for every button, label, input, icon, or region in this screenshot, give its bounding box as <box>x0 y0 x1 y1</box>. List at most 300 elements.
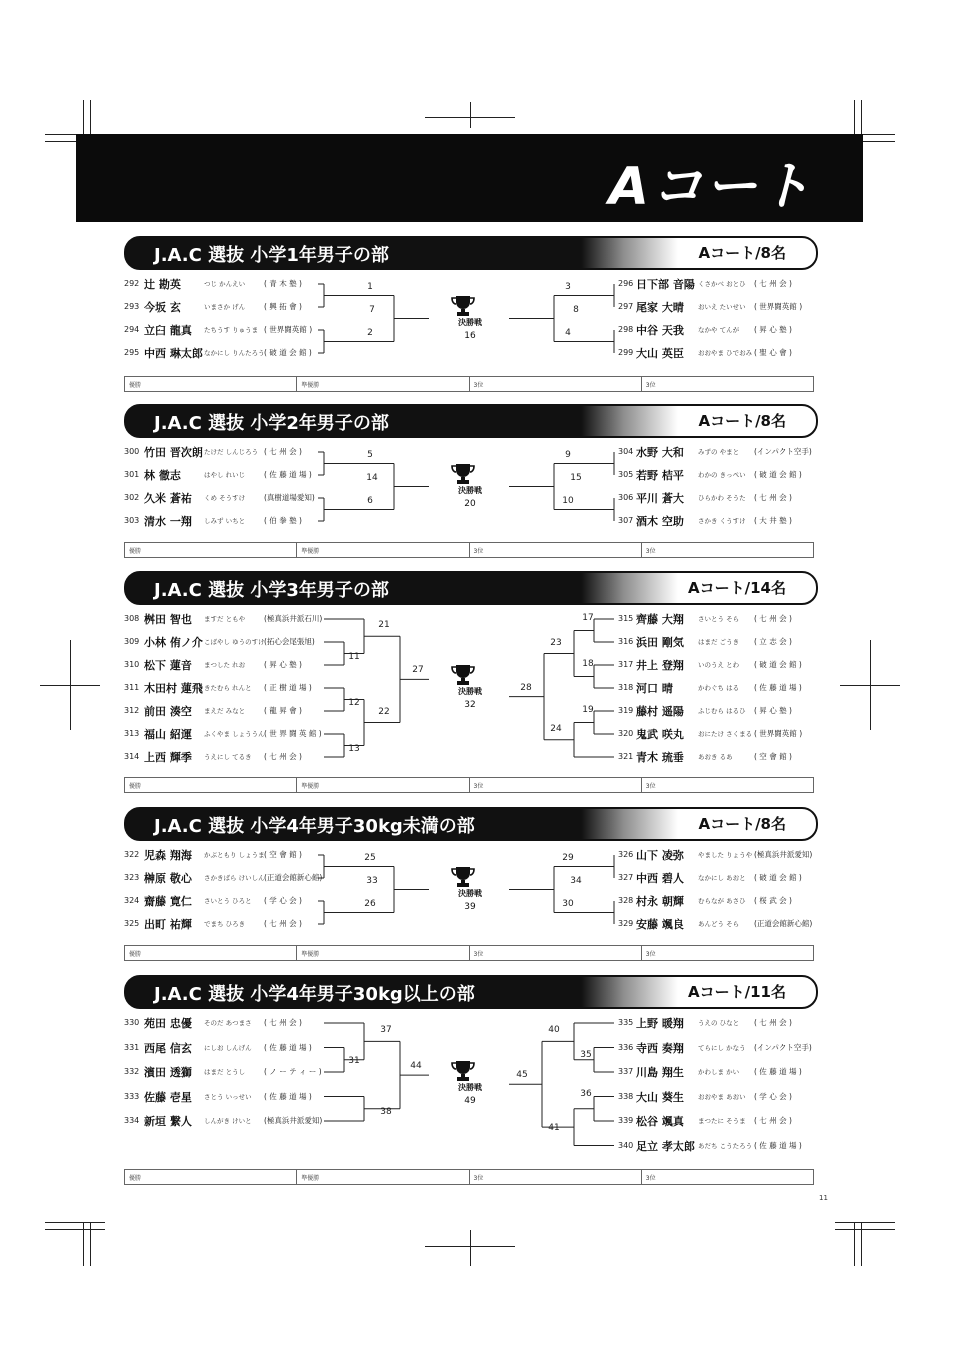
competitor-name: 河口 晴 <box>636 682 673 695</box>
competitor-kana: そのだ あつまさ <box>204 1019 252 1027</box>
competitor-club: ( 七 州 会 ) <box>754 279 792 288</box>
competitor-number: 332 <box>124 1067 140 1076</box>
division-court-label: Aコート/8名 <box>698 244 786 262</box>
division-header <box>124 404 818 438</box>
final-label: 決勝戦 <box>458 317 482 327</box>
tournament-bracket <box>124 847 816 945</box>
competitor-name: 上西 輝季 <box>144 751 192 764</box>
competitor-kana: おにたけ さくまる <box>698 730 753 738</box>
competitor-number: 296 <box>618 279 634 288</box>
tournament-bracket <box>124 444 816 542</box>
competitor-name: 桝田 智也 <box>144 613 192 626</box>
competitor-kana: たちうす りゅうま <box>204 326 259 334</box>
competitor-name: 竹田 晋次朗 <box>144 446 203 459</box>
competitor-kana: きたむら れんと <box>204 684 252 692</box>
competitor-name: 若野 桔平 <box>636 469 684 482</box>
competitor-number: 314 <box>124 752 140 761</box>
final-match-number: 16 <box>464 330 476 341</box>
final-match-number: 20 <box>464 498 476 509</box>
competitor-number: 301 <box>124 470 140 479</box>
crop-mark <box>840 685 900 686</box>
final-label: 決勝戦 <box>458 687 482 696</box>
competitor-number: 303 <box>124 516 140 525</box>
final-label: 決勝戦 <box>458 1083 482 1093</box>
tournament-bracket <box>124 1015 816 1169</box>
crop-mark <box>470 102 471 128</box>
competitor-number: 331 <box>124 1042 140 1052</box>
match-number: 37 <box>380 1025 392 1036</box>
final-label: 決勝戦 <box>458 888 482 898</box>
result-cell: 準優勝 <box>297 946 469 960</box>
competitor-kana: くさかべ おとひ <box>698 280 746 288</box>
competitor-kana: かぶともり しょうま <box>204 851 265 859</box>
competitor-kana: まつたに そうま <box>698 1117 746 1125</box>
competitor-club: ( 七 州 会 ) <box>754 1018 792 1027</box>
competitor-kana: なかにし りんたろう <box>204 349 265 357</box>
competitor-number: 292 <box>124 279 140 288</box>
competitor-name: 齊藤 大翔 <box>636 613 684 626</box>
competitor-name: 日下部 音陽 <box>636 278 695 291</box>
competitor-kana: こばやし ゆうのすけ <box>204 638 265 646</box>
final-match-number: 39 <box>464 901 476 912</box>
competitor-club: ( 青 木 塾 ) <box>264 279 302 288</box>
competitor-kana: さかきばら けいしん <box>204 874 265 882</box>
result-cell: 優勝 <box>125 377 297 391</box>
competitor-kana: おおやま ひでおみ <box>698 349 753 357</box>
competitor-kana: むらなが あさひ <box>698 897 746 905</box>
result-cell: 3位 <box>470 1170 642 1184</box>
result-cell: 準優勝 <box>297 543 469 557</box>
result-cell: 3位 <box>470 778 642 792</box>
match-number: 27 <box>412 665 424 676</box>
competitor-name: 中谷 天我 <box>636 324 684 337</box>
result-cell: 3位 <box>645 951 656 958</box>
competitor-kana: おいえ たいせい <box>698 303 746 311</box>
competitor-number: 328 <box>618 896 634 905</box>
competitor-name: 苑田 忠優 <box>144 1017 192 1030</box>
match-number: 15 <box>570 472 582 483</box>
division-court-label: Aコート/14名 <box>688 579 786 597</box>
competitor-name: 中西 琳太郎 <box>144 347 203 360</box>
division-section <box>124 975 816 1189</box>
match-number: 12 <box>348 697 360 708</box>
competitor-name: 尾家 大晴 <box>636 301 684 314</box>
competitor-name: 浜田 剛気 <box>636 636 684 649</box>
competitor-club: ( 世 界 闘 英 館 ) <box>264 729 322 738</box>
competitor-name: 井上 登翔 <box>636 659 684 672</box>
final-match-number: 32 <box>464 700 476 710</box>
competitor-number: 311 <box>124 683 140 692</box>
competitor-kana: みずの やまと <box>698 448 740 456</box>
result-cell: 優勝 <box>125 1170 297 1184</box>
results-row <box>124 542 814 558</box>
competitor-club: ( 七 州 会 ) <box>754 1116 792 1125</box>
competitor-number: 338 <box>618 1091 634 1101</box>
competitor-number: 326 <box>618 850 634 859</box>
competitor-number: 329 <box>618 919 634 928</box>
result-cell: 優勝 <box>125 543 297 557</box>
division-title: J.A.C 選抜 小学1年男子の部 <box>154 245 389 266</box>
competitor-kana: さいとう そら <box>698 615 740 623</box>
division-header <box>124 236 818 270</box>
competitor-name: 大山 葵生 <box>636 1090 684 1104</box>
match-number: 7 <box>369 304 375 315</box>
match-number: 8 <box>573 304 579 315</box>
match-number: 17 <box>582 612 594 623</box>
match-number: 40 <box>548 1025 560 1036</box>
competitor-club: ( 佐 藤 道 場 ) <box>264 470 312 479</box>
match-number: 45 <box>516 1070 528 1081</box>
match-number: 35 <box>580 1049 592 1060</box>
competitor-number: 295 <box>124 348 140 357</box>
competitor-club: ( 佐 藤 道 場 ) <box>264 1091 312 1101</box>
competitor-kana: かわぐち はる <box>698 684 740 692</box>
trophy-icon <box>450 295 476 317</box>
crop-mark <box>425 117 515 118</box>
competitor-club: ( 破 道 会 館 ) <box>754 873 802 882</box>
competitor-kana: やました りょうや <box>698 851 753 859</box>
competitor-number: 305 <box>618 470 634 479</box>
match-number: 21 <box>378 620 390 631</box>
competitor-club: ( 七 州 会 ) <box>264 447 302 456</box>
competitor-name: 西尾 信玄 <box>144 1041 192 1055</box>
competitor-name: 出町 祐輝 <box>144 918 192 931</box>
competitor-number: 316 <box>618 637 634 646</box>
competitor-club: (極真浜井派愛知) <box>264 1116 323 1125</box>
competitor-club: ( 興 拓 會 ) <box>264 302 302 311</box>
competitor-club: ( 桜 武 会 ) <box>754 896 792 905</box>
match-number: 1 <box>367 281 373 292</box>
competitor-club: ( 佐 藤 道 場 ) <box>754 1140 802 1150</box>
division-section <box>124 807 816 965</box>
match-number: 9 <box>565 449 571 460</box>
competitor-number: 319 <box>618 706 634 715</box>
result-cell: 準優勝 <box>297 778 469 792</box>
crop-mark <box>45 1222 105 1223</box>
competitor-number: 315 <box>618 614 634 623</box>
competitor-name: 上野 暖翔 <box>636 1017 684 1030</box>
competitor-club: ( 正 樹 道 場 ) <box>264 683 312 692</box>
competitor-name: 鬼武 咲丸 <box>636 728 684 741</box>
competitor-number: 334 <box>124 1116 140 1125</box>
competitor-number: 310 <box>124 660 140 669</box>
results-row <box>124 777 814 793</box>
match-number: 30 <box>562 898 574 909</box>
competitor-kana: くめ そうすけ <box>204 494 246 502</box>
competitor-club: ( 学 心 会 ) <box>264 896 302 905</box>
competitor-name: 前田 湊空 <box>144 705 192 718</box>
final-label: 決勝戦 <box>458 485 482 495</box>
banner-title: Aコート <box>608 157 813 217</box>
competitor-club: ( 空 會 館 ) <box>754 752 792 761</box>
competitor-name: 児森 翔海 <box>144 849 192 862</box>
competitor-number: 325 <box>124 919 140 928</box>
competitor-club: ( 昇 心 塾 ) <box>754 325 792 334</box>
division-header <box>124 571 818 605</box>
court-banner <box>76 134 863 222</box>
competitor-number: 309 <box>124 637 140 646</box>
competitor-club: ( 世界闘英館 ) <box>754 729 803 738</box>
division-court-label: Aコート/8名 <box>698 815 786 833</box>
competitor-kana: わかの きっぺい <box>698 471 746 479</box>
competitor-club: ( 空 會 館 ) <box>264 850 302 859</box>
competitor-kana: はまだ とうし <box>204 1068 246 1076</box>
competitor-club: ( 聖 心 會 ) <box>754 348 792 357</box>
division-section <box>124 236 816 396</box>
competitor-number: 299 <box>618 348 634 357</box>
competitor-club: ( 破 道 会 館 ) <box>264 348 312 357</box>
competitor-kana: さいとう ひろと <box>204 897 252 905</box>
division-court-label: Aコート/11名 <box>688 983 786 1001</box>
match-number: 13 <box>348 743 360 754</box>
competitor-name: 木田村 蓮飛 <box>144 682 203 695</box>
competitor-club: ( ノ ー テ ィ ー ) <box>264 1067 322 1076</box>
competitor-club: (正道会館新心館) <box>754 919 813 928</box>
division-header <box>124 807 818 841</box>
competitor-club: ( 伯 拳 塾 ) <box>264 516 302 525</box>
competitor-kana: まえだ みなと <box>204 707 246 715</box>
competitor-club: ( 昇 心 塾 ) <box>264 660 302 669</box>
competitor-name: 青木 琉垂 <box>636 751 684 764</box>
match-number: 33 <box>366 875 378 886</box>
competitor-club: ( 世界闘英館 ) <box>264 325 313 334</box>
match-number: 26 <box>364 898 376 909</box>
competitor-number: 307 <box>618 516 634 525</box>
competitor-kana: てらにし かなう <box>698 1043 746 1052</box>
competitor-number: 339 <box>618 1116 634 1125</box>
competitor-number: 321 <box>618 752 634 761</box>
competitor-club: (極真浜井派愛知) <box>754 850 813 859</box>
competitor-kana: いまさか げん <box>204 303 246 311</box>
match-number: 6 <box>367 495 373 506</box>
match-number: 24 <box>550 723 562 734</box>
competitor-name: 村永 朝輝 <box>636 895 684 908</box>
competitor-kana: あだち こうたろう <box>698 1141 753 1150</box>
match-number: 23 <box>550 637 562 648</box>
result-cell: 優勝 <box>125 946 297 960</box>
crop-mark <box>45 1229 105 1230</box>
competitor-number: 335 <box>618 1018 634 1027</box>
results-row <box>124 1169 814 1185</box>
competitor-kana: ふじむら はるひ <box>698 707 746 715</box>
match-number: 10 <box>562 495 574 506</box>
division-header <box>124 975 818 1009</box>
competitor-number: 322 <box>124 850 140 859</box>
crop-mark <box>40 685 100 686</box>
competitor-number: 312 <box>124 706 140 715</box>
crop-mark <box>835 1229 895 1230</box>
competitor-kana: おおやま あおい <box>698 1092 746 1101</box>
competitor-club: ( 七 州 会 ) <box>754 493 792 502</box>
competitor-number: 330 <box>124 1018 140 1027</box>
competitor-kana: いのうえ とわ <box>698 661 740 669</box>
competitor-number: 313 <box>124 729 140 738</box>
competitor-club: ( 世界闘英館 ) <box>754 302 803 311</box>
division-title: J.A.C 選抜 小学3年男子の部 <box>154 580 389 601</box>
match-number: 29 <box>562 852 574 863</box>
competitor-club: ( 破 道 会 館 ) <box>754 660 802 669</box>
competitor-kana: はまだ ごうき <box>698 638 740 646</box>
result-cell: 準優勝 <box>297 1170 469 1184</box>
competitor-kana: さとう いっせい <box>204 1092 252 1101</box>
competitor-kana: あおき るあ <box>698 753 733 761</box>
competitor-number: 306 <box>618 493 634 502</box>
crop-mark <box>425 1246 515 1247</box>
page-number: 11 <box>819 1194 828 1202</box>
match-number: 11 <box>348 651 360 662</box>
competitor-club: (正道会館新心館) <box>264 873 323 882</box>
competitor-number: 297 <box>618 302 634 311</box>
result-cell: 3位 <box>470 946 642 960</box>
competitor-club: ( 大 井 塾 ) <box>754 516 792 525</box>
competitor-name: 中西 碧人 <box>636 872 684 885</box>
competitor-club: ( 七 州 会 ) <box>264 752 302 761</box>
match-number: 36 <box>580 1088 592 1099</box>
competitor-kana: しみず いちと <box>204 517 246 525</box>
competitor-club: ( 立 志 会 ) <box>754 637 792 646</box>
competitor-number: 323 <box>124 873 140 882</box>
result-cell: 3位 <box>645 548 656 555</box>
competitor-name: 足立 孝太郎 <box>636 1139 695 1153</box>
competitor-number: 333 <box>124 1091 140 1101</box>
trophy-icon <box>450 866 476 888</box>
match-number: 31 <box>348 1055 360 1066</box>
match-number: 28 <box>520 682 532 693</box>
division-court-label: Aコート/8名 <box>698 412 786 430</box>
competitor-club: (真樹道場愛知) <box>264 493 315 502</box>
crop-mark <box>470 1230 471 1266</box>
competitor-kana: あんどう そら <box>698 920 740 928</box>
trophy-icon <box>450 664 476 686</box>
match-number: 18 <box>582 658 594 669</box>
competitor-club: ( 昇 心 塾 ) <box>754 706 792 715</box>
match-number: 34 <box>570 875 582 886</box>
competitor-name: 福山 紹運 <box>144 728 192 741</box>
competitor-kana: たけだ しんじろう <box>204 448 259 456</box>
trophy-icon <box>450 463 476 485</box>
competitor-name: 川島 翔生 <box>636 1066 684 1079</box>
results-row <box>124 945 814 961</box>
competitor-name: 辻 勘英 <box>144 278 181 291</box>
competitor-number: 304 <box>618 447 634 456</box>
tournament-bracket <box>124 611 816 777</box>
competitor-kana: ふくやま しょううん <box>204 730 265 738</box>
result-cell: 準優勝 <box>297 377 469 391</box>
competitor-kana: うえにし てるき <box>204 753 252 761</box>
competitor-club: ( 龍 昇 會 ) <box>264 706 302 715</box>
competitor-name: 大山 英臣 <box>636 347 684 360</box>
competitor-kana: しんがき けいと <box>204 1117 252 1125</box>
competitor-kana: まつした れお <box>204 661 246 669</box>
result-cell: 3位 <box>645 382 656 389</box>
result-cell: 優勝 <box>125 778 297 792</box>
competitor-kana: でまち ひろき <box>204 920 246 928</box>
division-section <box>124 404 816 562</box>
competitor-number: 336 <box>618 1042 634 1052</box>
competitor-club: ( 佐 藤 道 場 ) <box>264 1042 312 1052</box>
competitor-number: 302 <box>124 493 140 502</box>
competitor-number: 327 <box>618 873 634 882</box>
competitor-club: ( 七 州 会 ) <box>264 1018 302 1027</box>
competitor-name: 榊原 敬心 <box>144 872 192 885</box>
match-number: 5 <box>367 449 373 460</box>
competitor-kana: つじ かんえい <box>204 280 246 288</box>
competitor-kana: はやし れいじ <box>204 471 246 479</box>
competitor-club: ( 佐 藤 道 場 ) <box>754 1067 802 1076</box>
match-number: 2 <box>367 327 373 338</box>
competitor-name: 濱田 透獅 <box>144 1066 192 1079</box>
competitor-number: 298 <box>618 325 634 334</box>
match-number: 22 <box>378 706 390 717</box>
competitor-kana: にしお しんげん <box>204 1043 252 1052</box>
competitor-number: 337 <box>618 1067 634 1076</box>
result-cell: 3位 <box>645 1175 656 1182</box>
competitor-club: (インパクト空手) <box>754 1042 812 1052</box>
competitor-number: 324 <box>124 896 140 905</box>
results-row <box>124 376 814 392</box>
competitor-name: 寺西 奏翔 <box>636 1041 684 1055</box>
tournament-bracket <box>124 276 816 376</box>
competitor-name: 齋藤 寛仁 <box>144 895 192 908</box>
competitor-name: 小林 侑ノ介 <box>144 636 203 649</box>
competitor-name: 安藤 颯良 <box>636 918 684 931</box>
competitor-name: 松谷 颯真 <box>636 1115 684 1128</box>
competitor-number: 294 <box>124 325 140 334</box>
competitor-club: ( 七 州 会 ) <box>754 614 792 623</box>
result-cell: 3位 <box>645 783 656 790</box>
competitor-name: 清水 一翔 <box>144 515 192 528</box>
match-number: 4 <box>565 327 571 338</box>
competitor-number: 308 <box>124 614 140 623</box>
competitor-kana: ひらかわ そうた <box>698 494 746 502</box>
division-section <box>124 571 816 797</box>
competitor-kana: ますだ ともや <box>204 615 246 623</box>
competitor-name: 佐藤 壱星 <box>144 1090 192 1104</box>
competitor-name: 松下 蓮音 <box>144 659 192 672</box>
competitor-number: 340 <box>618 1140 634 1150</box>
competitor-club: (インパクト空手) <box>754 447 812 456</box>
competitor-kana: なかにし あおと <box>698 874 746 882</box>
competitor-number: 317 <box>618 660 634 669</box>
competitor-name: 酒木 空助 <box>636 515 684 528</box>
division-title: J.A.C 選抜 小学4年男子30kg未満の部 <box>154 816 475 837</box>
match-number: 3 <box>565 281 571 292</box>
competitor-number: 300 <box>124 447 140 456</box>
competitor-name: 久米 蒼祐 <box>144 492 192 505</box>
competitor-name: 林 徹志 <box>144 469 181 482</box>
final-match-number: 49 <box>464 1096 476 1107</box>
match-number: 41 <box>548 1123 560 1134</box>
division-title: J.A.C 選抜 小学4年男子30kg以上の部 <box>154 984 475 1005</box>
competitor-club: ( 破 道 会 館 ) <box>754 470 802 479</box>
competitor-kana: かわしま かい <box>698 1068 740 1076</box>
trophy-icon <box>450 1060 476 1082</box>
competitor-name: 山下 凌弥 <box>636 849 684 862</box>
competitor-name: 今坂 玄 <box>144 301 181 314</box>
result-cell: 3位 <box>470 543 642 557</box>
competitor-club: (拓心会尾張旭) <box>264 637 315 646</box>
competitor-kana: なかや てんが <box>698 326 740 334</box>
competitor-club: ( 七 州 会 ) <box>264 919 302 928</box>
division-title: J.A.C 選抜 小学2年男子の部 <box>154 413 389 434</box>
result-cell: 3位 <box>470 377 642 391</box>
competitor-club: ( 学 心 会 ) <box>754 1091 792 1101</box>
competitor-name: 藤村 遥陽 <box>636 705 684 718</box>
competitor-name: 水野 大和 <box>636 446 684 459</box>
crop-mark <box>835 1222 895 1223</box>
match-number: 14 <box>366 472 378 483</box>
competitor-name: 新垣 繋人 <box>144 1115 192 1128</box>
